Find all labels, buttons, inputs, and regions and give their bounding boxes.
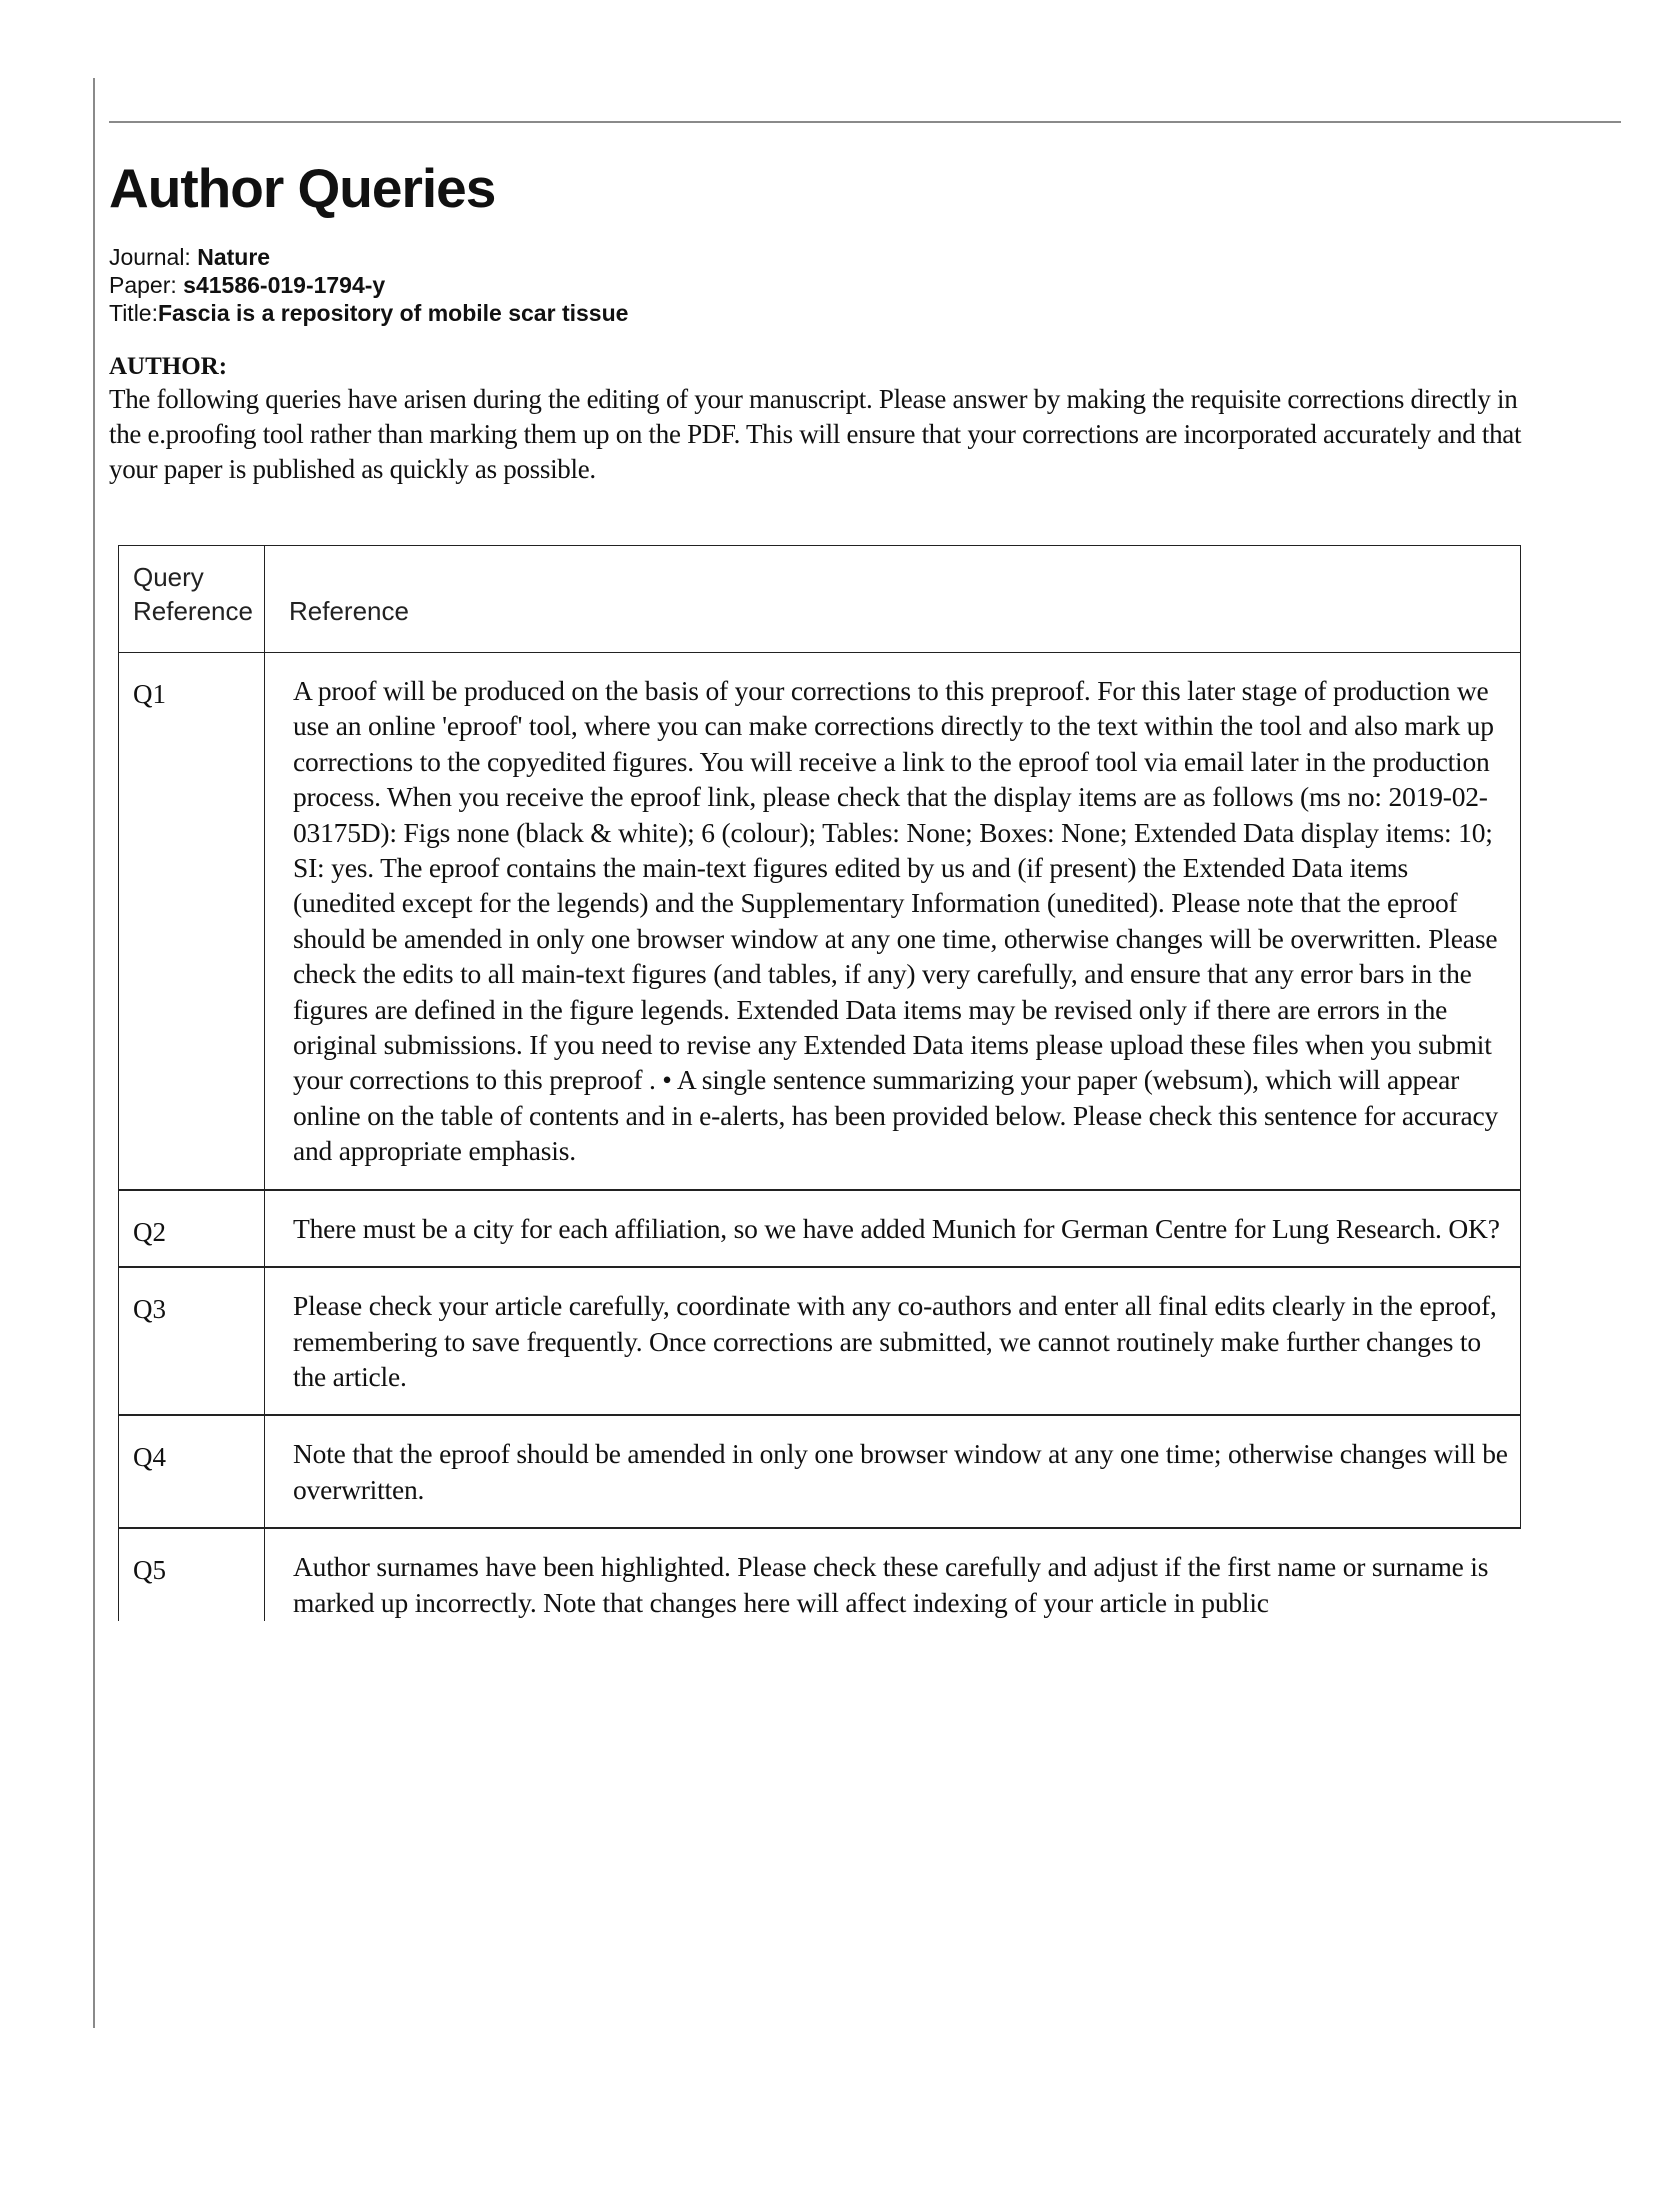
- query-text: There must be a city for each affiliation, so we have added Munich for German Centre for Lung Research. OK?: [265, 1190, 1521, 1267]
- paper-row: [109, 271, 628, 299]
- journal-value: Nature: [197, 244, 271, 270]
- paper-label: Paper:: [109, 272, 177, 298]
- queries-table: [118, 545, 1521, 1621]
- paper-value: s41586-019-1794-y: [183, 272, 386, 298]
- title-row: [109, 299, 628, 327]
- query-text: Please check your article carefully, coordinate with any co-authors and enter all final edits clearly in the eproof, remembering to save frequently. Once corrections are submitted, we cannot routinely make further changes to the article.: [265, 1267, 1521, 1415]
- query-id: Q1: [119, 653, 265, 1190]
- title-value: Fascia is a repository of mobile scar tissue: [158, 300, 629, 326]
- left-margin-rule: [93, 78, 95, 2028]
- title-label: Title:: [109, 300, 158, 326]
- query-id: Q3: [119, 1267, 265, 1415]
- header-divider: [109, 121, 1621, 123]
- reference-header: Reference: [265, 546, 1521, 653]
- table-row: [119, 1415, 1521, 1528]
- table-row: [119, 1267, 1521, 1415]
- query-id: Q5: [119, 1528, 265, 1621]
- journal-label: Journal:: [109, 244, 191, 270]
- query-id: Q4: [119, 1415, 265, 1528]
- table-row: [119, 1190, 1521, 1267]
- query-id: Q2: [119, 1190, 265, 1267]
- table-row: [119, 1528, 1521, 1621]
- journal-row: [109, 243, 628, 271]
- author-text: The following queries have arisen during the editing of your manuscript. Please answer by making the requisite corrections directly in the e.proofing tool rather than marking them up on the PDF. This will ensure that your corrections are incorporated accurately and that your paper is published as quickly as possible.: [109, 384, 1522, 484]
- query-reference-header: Query Reference: [119, 546, 265, 653]
- author-instructions: [109, 352, 1539, 487]
- query-text: A proof will be produced on the basis of your corrections to this preproof. For this later stage of production we use an online 'eproof' tool, where you can make corrections directly to the text within the tool and also mark up corrections to the copyedited figures. You will receive a link to the eproof tool via email later in the production process. When you receive the eproof link, please check that the display items are as follows (ms no: 2019-02-03175D): Figs none (black & white); 6 (colour); Tables: None; Boxes: None; Extended Data display items: 10; SI: yes. The eproof contains the main-text figures edited by us and (if present) the Extended Data items (unedited except for the legends) and the Supplementary Information (unedited). Please note that the eproof should be amended in only one browser window at any one time, otherwise changes will be overwritten. Please check the edits to all main-text figures (and tables, if any) very carefully, and ensure that any error bars in the figures are defined in the figure legends. Extended Data items may be revised only if there are errors in the original submissions. If you need to revise any Extended Data items please upload these files when you submit your corrections to this preproof . • A single sentence summarizing your paper (websum), which will appear online on the table of contents and in e-alerts, has been provided below. Please check this sentence for accuracy and appropriate emphasis.: [265, 653, 1521, 1190]
- query-text: Author surnames have been highlighted. Please check these carefully and adjust if the first name or surname is marked up incorrectly. Note that changes here will affect indexing of your article in public: [265, 1528, 1521, 1621]
- table-row: [119, 653, 1521, 1190]
- query-text: Note that the eproof should be amended in only one browser window at any one time; otherwise changes will be overwritten.: [265, 1415, 1521, 1528]
- table-header-row: [119, 546, 1521, 653]
- page-title: Author Queries: [109, 157, 496, 219]
- author-label: AUTHOR:: [109, 353, 228, 380]
- paper-metadata: [109, 243, 628, 327]
